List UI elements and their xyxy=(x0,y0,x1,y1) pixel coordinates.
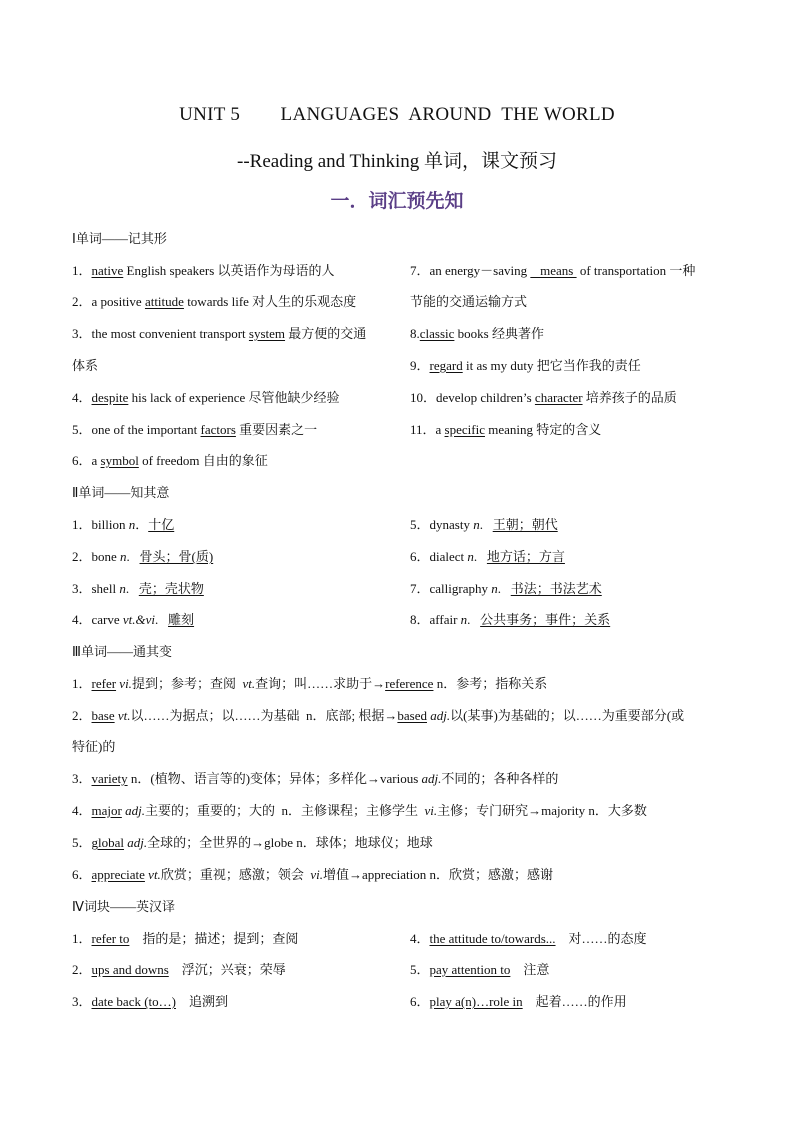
part4-left-item-3: 3．date back (to…) 追溯到 xyxy=(72,994,228,1009)
part3-item-3: 3．variety n．(植物、语言等的)变体；异体；多样化→various adj.不同的；各种各样的 xyxy=(72,771,559,786)
part1-left-item-1: 1．native English speakers 以英语作为母语的人 xyxy=(72,263,335,278)
part4-left-item-1: 1．refer to 指的是；描述；提到；查阅 xyxy=(72,931,299,946)
part1-heading: Ⅰ单词——记其形 xyxy=(72,231,167,246)
part3-item-2b: 特征)的 xyxy=(72,739,116,754)
part2-right-item-7: 7．calligraphy n. 书法；书法艺术 xyxy=(410,581,602,596)
part2-right-item-5: 5．dynasty n. 王朝；朝代 xyxy=(410,517,558,532)
part1-right-item-8: 8.classic books 经典著作 xyxy=(410,326,544,341)
part1-left-item-6: 6．a symbol of freedom 自由的象征 xyxy=(72,453,268,468)
part4-left-item-2: 2．ups and downs 浮沉；兴衰；荣辱 xyxy=(72,962,286,977)
part2-right-item-6: 6．dialect n. 地方话；方言 xyxy=(410,549,565,564)
part3-item-2: 2．base vt.以……为据点；以……为基础 n．底部; 根据→based adj.以(某事)为基础的；以……为重要部分(或 xyxy=(72,708,685,723)
part3-item-1: 1．refer vi.提到；参考；查阅 vt.查询；叫……求助于→reference n．参考；指称关系 xyxy=(72,676,548,691)
part2-heading: Ⅱ单词——知其意 xyxy=(72,485,170,500)
page-subtitle: --Reading and Thinking 单词，课文预习 xyxy=(237,151,557,172)
part1-left-item-3b: 体系 xyxy=(72,358,99,373)
part1-right-item-7: 7．an energy－saving means of transportation 一种 xyxy=(410,263,696,278)
part1-right-item-11: 11．a specific meaning 特定的含义 xyxy=(410,422,602,437)
part3-item-4: 4．major adj.主要的；重要的；大的 n．主修课程；主修学生 vi.主修；专门研究→majority n．大多数 xyxy=(72,803,647,818)
part3-item-5: 5．global adj.全球的；全世界的→globe n．球体；地球仪；地球 xyxy=(72,835,433,850)
part1-left-item-3: 3．the most convenient transport system 最方便的交通 xyxy=(72,326,367,341)
part1-right-item-10: 10．develop children’s character 培养孩子的品质 xyxy=(410,390,677,405)
part1-left-item-2: 2．a positive attitude towards life 对人生的乐观态度 xyxy=(72,294,357,309)
part4-right-item-6: 6．play a(n)…role in 起着……的作用 xyxy=(410,994,627,1009)
part2-left-item-2: 2．bone n. 骨头；骨(质) xyxy=(72,549,214,564)
part2-left-item-3: 3．shell n. 壳；壳状物 xyxy=(72,581,204,596)
part4-heading: Ⅳ词块——英汉译 xyxy=(72,899,175,914)
part1-right-item-7b: 节能的交通运输方式 xyxy=(410,294,528,309)
part1-left-item-4: 4．despite his lack of experience 尽管他缺少经验 xyxy=(72,390,340,405)
unit-title: UNIT 5 LANGUAGES AROUND THE WORLD xyxy=(179,104,615,125)
part2-left-item-4: 4．carve vt.&vi. 雕刻 xyxy=(72,612,195,627)
part3-item-6: 6．appreciate vt.欣赏；重视；感激；领会 vi.增值→appreciation n．欣赏；感激；感谢 xyxy=(72,867,553,882)
section-heading: 一．词汇预先知 xyxy=(330,190,464,212)
part1-left-item-5: 5．one of the important factors 重要因素之一 xyxy=(72,422,318,437)
part4-right-item-4: 4．the attitude to/towards... 对……的态度 xyxy=(410,931,647,946)
part2-right-item-8: 8．affair n. 公共事务；事件；关系 xyxy=(410,612,611,627)
part3-heading: Ⅲ单词——通其变 xyxy=(72,644,172,659)
part2-left-item-1: 1．billion n．十亿 xyxy=(72,517,175,532)
part4-right-item-5: 5．pay attention to 注意 xyxy=(410,962,550,977)
part1-right-item-9: 9．regard it as my duty 把它当作我的责任 xyxy=(410,358,641,373)
